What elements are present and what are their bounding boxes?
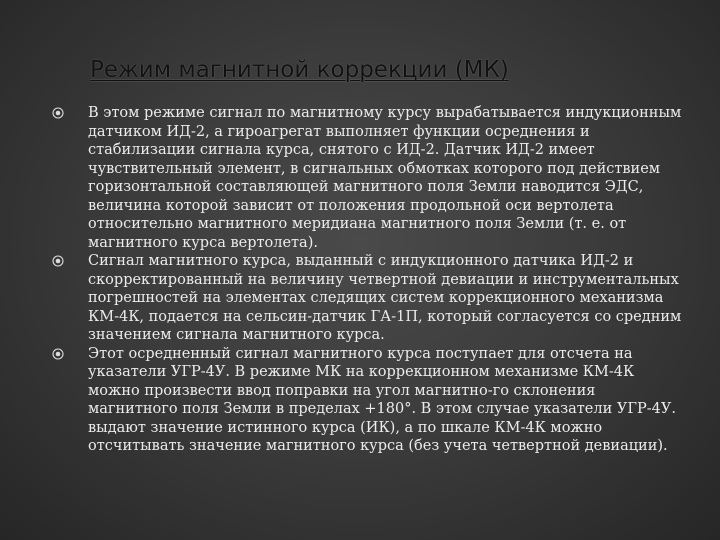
bullet-text: Этот осредненный сигнал магнитного курса поступает для отсчета на указатели УГР-4У. В режиме МК на коррекционном механизме КМ-4К можно произвести ввод поправки на угол магнитно-го склонения магнитного поля Земли в пределах +180°. В этом случае указатели УГР-4У. выдают значение истинного курса (ИК), а по шкале КМ-4К можно отсчитывать значение магнитного курса (без учета четвертной девиации). bbox=[88, 345, 676, 454]
bullet-list bbox=[52, 104, 682, 456]
bullet-text: В этом режиме сигнал по магнитному курсу вырабатывается индукционным датчиком ИД-2, а гироагрегат выполняет функции осреднения и стабилизации сигнала курса, снятого с ИД-2. Датчик ИД-2 имеет чувствительный элемент, в сигнальных обмотках которого под действием горизонтальной составляющей магнитного поля Земли наводится ЭДС, величина которой зависит от положения продольной оси вертолета относительно магнитного меридиана магнитного поля Земли (т. е. от магнитного курса вертолета). bbox=[88, 105, 682, 251]
slide-title: Режим магнитной коррекции (МК) bbox=[90, 57, 509, 83]
bullet-text: Сигнал магнитного курса, выданный с индукционного датчика ИД-2 и скорректированный на величину четвертной девиации и инструментальных погрешностей на элементах следящих систем коррекционного механизма КМ-4К, подается на сельсин-датчик ГА-1П, который согласуется со средним значением сигнала магнитного курса. bbox=[88, 253, 682, 343]
target-bullet-icon bbox=[52, 107, 64, 119]
target-bullet-icon bbox=[52, 255, 64, 267]
bullet-item bbox=[52, 104, 682, 252]
bullet-item bbox=[52, 345, 682, 456]
target-bullet-icon bbox=[52, 348, 64, 360]
bullet-item bbox=[52, 252, 682, 345]
